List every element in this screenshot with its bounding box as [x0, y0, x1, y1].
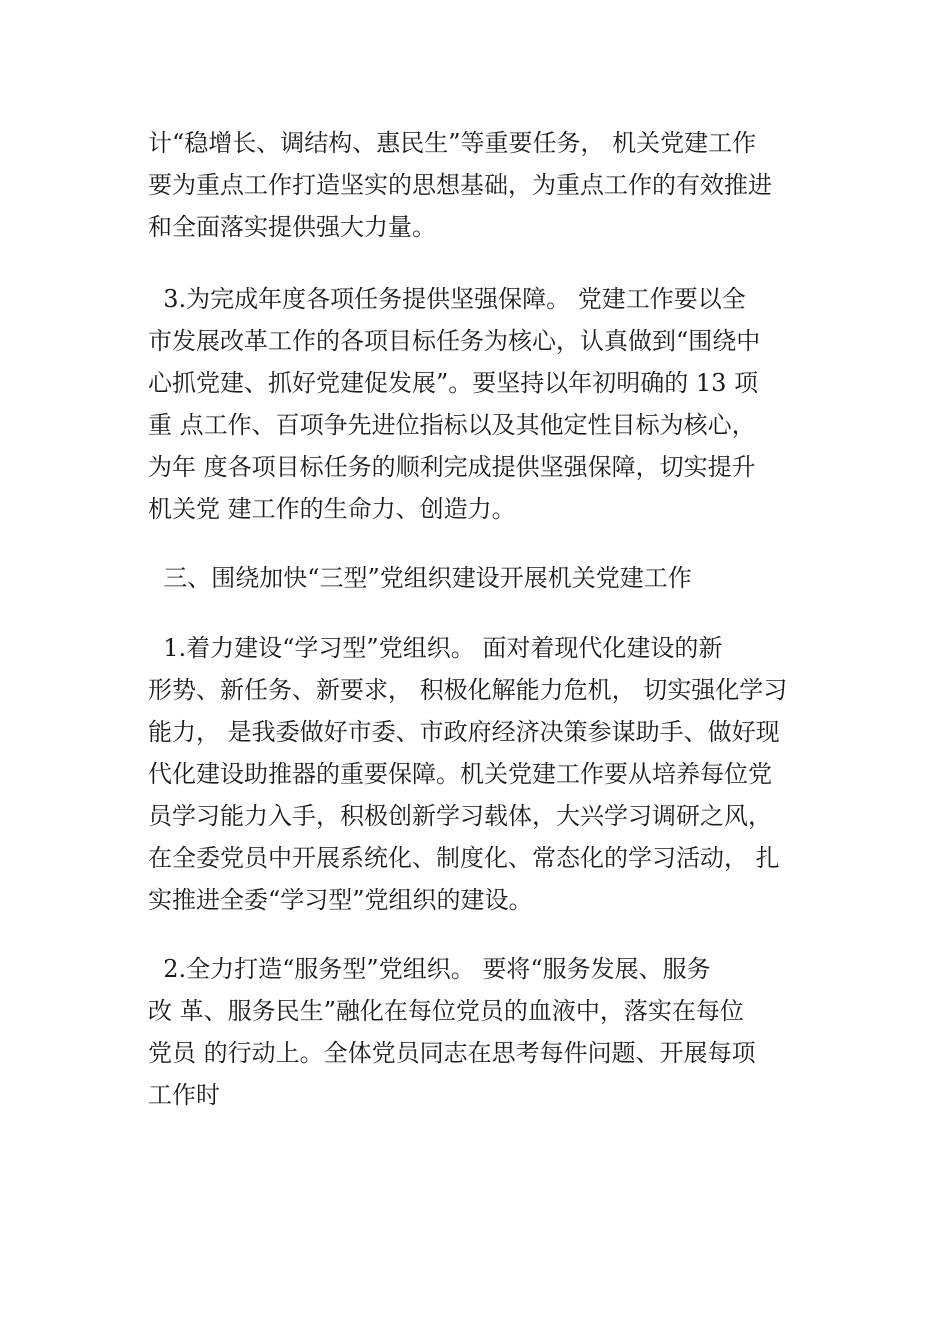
text-line: 实推进全委“学习型”党组织的建设。 — [148, 886, 533, 914]
text-line: 计“稳增长、调结构、惠民生”等重要任务， 机关党建工作 — [148, 129, 757, 157]
text-line: 市发展改革工作的各项目标任务为核心，认真做到“围绕中 — [148, 327, 761, 355]
section-heading: 三、围绕加快“三型”党组织建设开展机关党建工作 — [148, 564, 692, 592]
text-line: 心抓党建、抓好党建促发展”。要坚持以年初明确的 13 项 — [148, 369, 759, 397]
text-line: 代化建设助推器的重要保障。机关党建工作要从培养每位党 — [148, 760, 772, 788]
text-line: 和全面落实提供强大力量。 — [148, 213, 436, 241]
text-line: 3.为完成年度各项任务提供坚强保障。 党建工作要以全 — [148, 285, 746, 313]
text-line: 为年 度各项目标任务的顺利完成提供坚强保障，切实提升 — [148, 453, 756, 481]
text-line: 改 革、服务民生”融化在每位党员的血液中，落实在每位 — [148, 997, 744, 1025]
text-line: 重 点工作、百项争先进位指标以及其他定性目标为核心， — [148, 411, 756, 439]
text-line: 1.着力建设“学习型”党组织。 面对着现代化建设的新 — [148, 634, 723, 662]
text-line: 2.全力打造“服务型”党组织。 要将“服务发展、服务 — [148, 955, 711, 983]
text-line: 形势、新任务、新要求， 积极化解能力危机， 切实强化学习 — [148, 676, 788, 704]
text-line: 工作时 — [148, 1081, 220, 1109]
text-line: 机关党 建工作的生命力、创造力。 — [148, 495, 516, 523]
text-line: 在全委党员中开展系统化、制度化、常态化的学习活动， 扎 — [148, 844, 780, 872]
text-line: 要为重点工作打造坚实的思想基础，为重点工作的有效推进 — [148, 171, 772, 199]
text-line: 党员 的行动上。全体党员同志在思考每件问题、开展每项 — [148, 1039, 756, 1067]
text-line: 员学习能力入手，积极创新学习载体，大兴学习调研之风， — [148, 802, 772, 830]
text-line: 能力， 是我委做好市委、市政府经济决策参谋助手、做好现 — [148, 718, 780, 746]
